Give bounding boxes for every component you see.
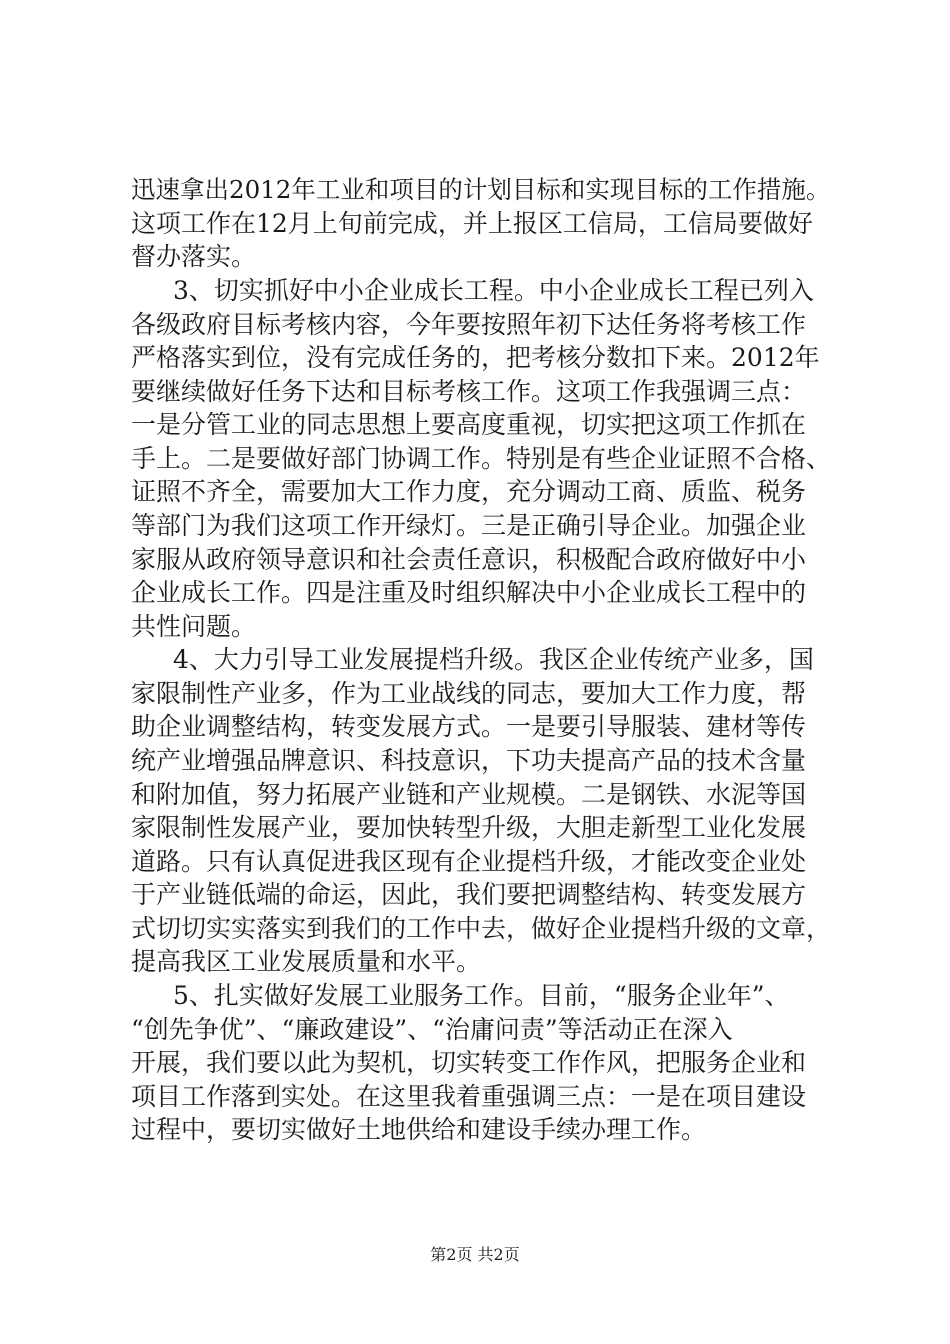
text-line: 严格落实到位，没有完成任务的，把考核分数扣下来。2012年 <box>131 343 820 372</box>
text-line: 式切切实实落实到我们的工作中去，做好企业提档升级的文章， <box>131 914 831 943</box>
text-line: 家限制性产业多，作为工业战线的同志，要加大工作力度，帮 <box>131 679 807 708</box>
text-line: 过程中，要切实做好土地供给和建设手续办理工作。 <box>131 1115 707 1144</box>
text-line: 家限制性发展产业，要加快转型升级，大胆走新型工业化发展 <box>131 813 807 842</box>
text-line: 统产业增强品牌意识、科技意识，下功夫提高产品的技术含量 <box>131 746 807 775</box>
text-line: 手上。二是要做好部门协调工作。特别是有些企业证照不合格、 <box>131 444 831 473</box>
paragraph-start-line: 5、扎实做好发展工业服务工作。目前，“服务企业年”、 <box>173 981 790 1010</box>
text-line: 道路。只有认真促进我区现有企业提档升级，才能改变企业处 <box>131 847 807 876</box>
text-line: 证照不齐全，需要加大工作力度，充分调动工商、质监、税务 <box>131 477 807 506</box>
paragraph-start-line: 3、切实抓好中小企业成长工程。中小企业成长工程已列入 <box>173 276 814 305</box>
text-line: 项目工作落到实处。在这里我着重强调三点：一是在项目建设 <box>131 1082 807 1111</box>
text-line: 家服从政府领导意识和社会责任意识，积极配合政府做好中小 <box>131 545 807 574</box>
text-line: 开展，我们要以此为契机，切实转变工作作风，把服务企业和 <box>131 1048 807 1077</box>
text-line: 迅速拿出2012年工业和项目的计划目标和实现目标的工作措施。 <box>131 175 831 204</box>
text-line: 企业成长工作。四是注重及时组织解决中小企业成长工程中的 <box>131 578 807 607</box>
text-line: 各级政府目标考核内容，今年要按照年初下达任务将考核工作 <box>131 310 807 339</box>
text-line: 助企业调整结构，转变发展方式。一是要引导服装、建材等传 <box>131 712 807 741</box>
text-line: 一是分管工业的同志思想上要高度重视，切实把这项工作抓在 <box>131 410 807 439</box>
text-line: 等部门为我们这项工作开绿灯。三是正确引导企业。加强企业 <box>131 511 807 540</box>
text-line: 这项工作在12月上旬前完成，并上报区工信局，工信局要做好 <box>131 209 813 238</box>
text-line: 于产业链低端的命运，因此，我们要把调整结构、转变发展方 <box>131 880 807 909</box>
page-number-footer: 第2页 共2页 <box>430 1245 520 1264</box>
text-line: 要继续做好任务下达和目标考核工作。这项工作我强调三点： <box>131 377 807 406</box>
paragraph-start-line: 4、大力引导工业发展提档升级。我区企业传统产业多，国 <box>173 645 814 674</box>
text-line: 提高我区工业发展质量和水平。 <box>131 947 482 976</box>
text-line: 督办落实。 <box>131 242 257 271</box>
text-line: “创先争优”、“廉政建设”、“治庸问责”等活动正在深入 <box>131 1015 733 1044</box>
text-line: 共性问题。 <box>131 612 257 641</box>
text-line: 和附加值，努力拓展产业链和产业规模。二是钢铁、水泥等国 <box>131 780 807 809</box>
